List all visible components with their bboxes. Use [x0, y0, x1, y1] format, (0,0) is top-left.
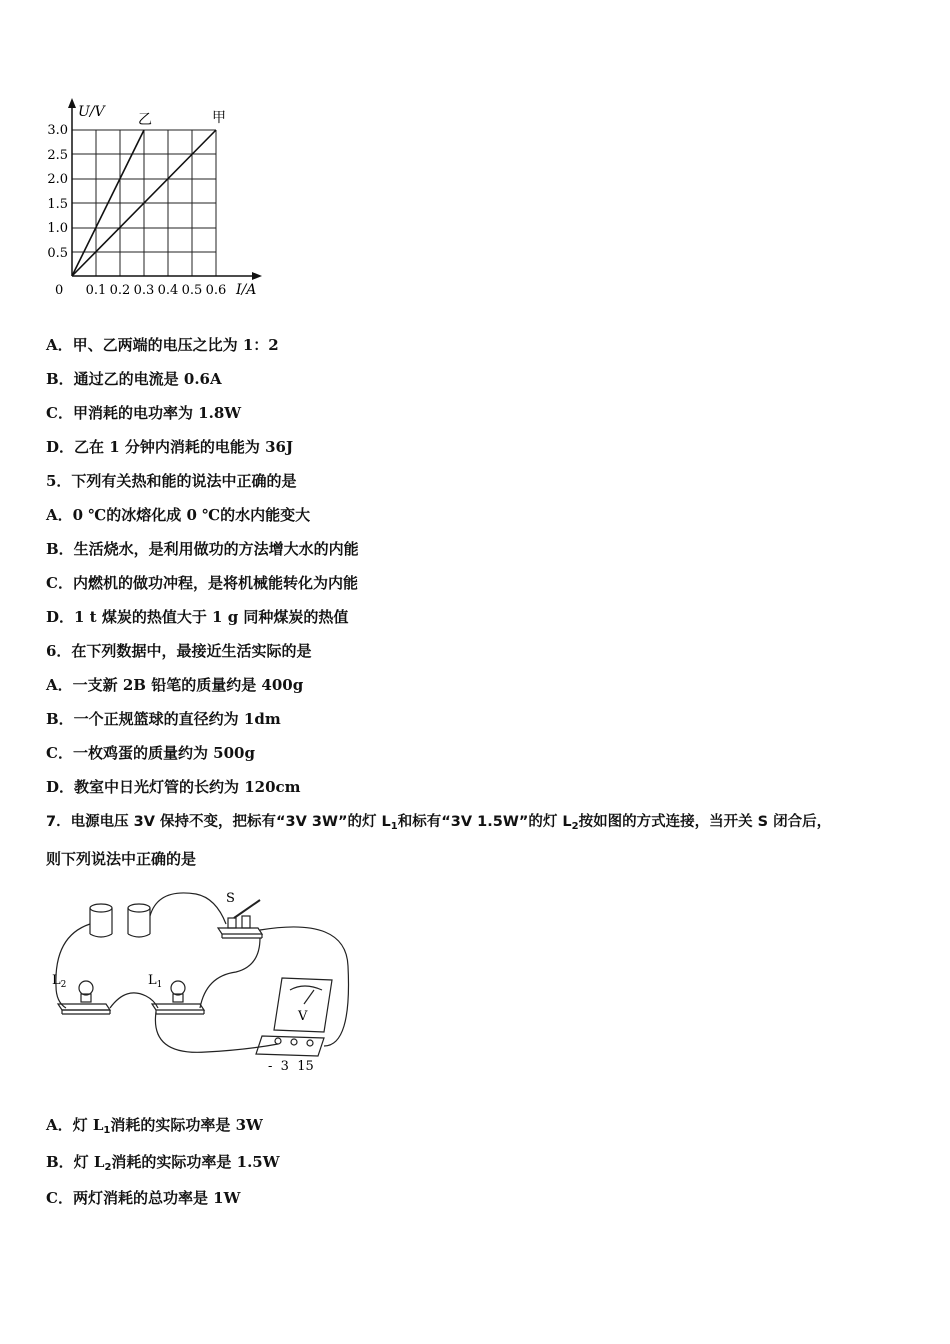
- line-jia-label: 甲: [212, 110, 226, 126]
- x-tick-0-2: 0.2: [109, 283, 131, 298]
- x-axis-label: I/A: [236, 282, 257, 298]
- q6-option-a: A．一支新 2B 铅笔的质量约是 400g: [46, 676, 304, 694]
- voltmeter-label: V: [298, 1009, 308, 1024]
- y-axis-label: U/V: [78, 104, 105, 120]
- x-tick-0-6: 0.6: [205, 283, 227, 298]
- q5-stem: 5．下列有关热和能的说法中正确的是: [46, 472, 297, 490]
- q5-option-a: A．0 ℃的冰熔化成 0 ℃的水内能变大: [46, 506, 311, 524]
- q7-stem-line1: 7．电源电压 3V 保持不变，把标有“3V 3W”的灯 $L_1$和标有“3V 1.5W”的灯 $L_2$按如图的方式连接，当开关 S 闭合后，: [46, 814, 832, 832]
- q4-option-d: D．乙在 1 分钟内消耗的电能为 36J: [46, 438, 294, 456]
- y-tick-0-5: 0.5: [47, 246, 68, 261]
- q5-option-b: B．生活烧水，是利用做功的方法增大水的内能: [46, 540, 359, 558]
- q7-option-c: C．两灯消耗的总功率是 1W: [46, 1189, 241, 1207]
- y-tick-1-0: 1.0: [47, 221, 68, 236]
- x-tick-0-4: 0.4: [157, 283, 179, 298]
- q4-option-c: C．甲消耗的电功率为 1.8W: [46, 404, 242, 422]
- battery-2: [128, 904, 150, 937]
- lamp1-label: $L_1$: [148, 973, 163, 990]
- q5-option-c: C．内燃机的做功冲程，是将机械能转化为内能: [46, 574, 358, 592]
- x-tick-0-3: 0.3: [133, 283, 155, 298]
- x-tick-0-5: 0.5: [181, 283, 203, 298]
- y-tick-3-0: 3.0: [47, 123, 68, 138]
- y-tick-2-5: 2.5: [47, 148, 68, 163]
- line-yi-label: 乙: [138, 112, 152, 128]
- q5-option-d: D．1 t 煤炭的热值大于 1 g 同种煤炭的热值: [46, 608, 349, 626]
- battery-1: [90, 904, 112, 937]
- q4-option-b: B．通过乙的电流是 0.6A: [46, 370, 222, 388]
- origin-label: 0: [55, 283, 64, 298]
- q7-stem-line2: 则下列说法中正确的是: [46, 850, 197, 868]
- q7-option-a: A．灯 $L_1$消耗的实际功率是 3W: [46, 1116, 263, 1136]
- switch-label: S: [226, 891, 235, 906]
- y-tick-2-0: 2.0: [47, 172, 68, 187]
- q6-option-d: D．教室中日光灯管的长约为 120cm: [46, 778, 301, 796]
- q4-option-a: A．甲、乙两端的电压之比为 1：2: [46, 336, 279, 354]
- u-i-graph: [40, 96, 280, 306]
- q7-option-b: B．灯 $L_2$消耗的实际功率是 1.5W: [46, 1153, 280, 1173]
- q6-option-c: C．一枚鸡蛋的质量约为 500g: [46, 744, 255, 762]
- x-tick-0-1: 0.1: [85, 283, 107, 298]
- switch-s: [218, 900, 262, 938]
- q6-option-b: B．一个正规篮球的直径约为 1dm: [46, 710, 281, 728]
- voltmeter: [256, 978, 332, 1056]
- q6-stem: 6．在下列数据中，最接近生活实际的是: [46, 642, 312, 660]
- lamp2-label: $L_2$: [52, 973, 67, 990]
- voltmeter-terminals: - 3 15: [268, 1059, 314, 1074]
- y-tick-1-5: 1.5: [47, 197, 68, 212]
- circuit-diagram: [46, 886, 356, 1082]
